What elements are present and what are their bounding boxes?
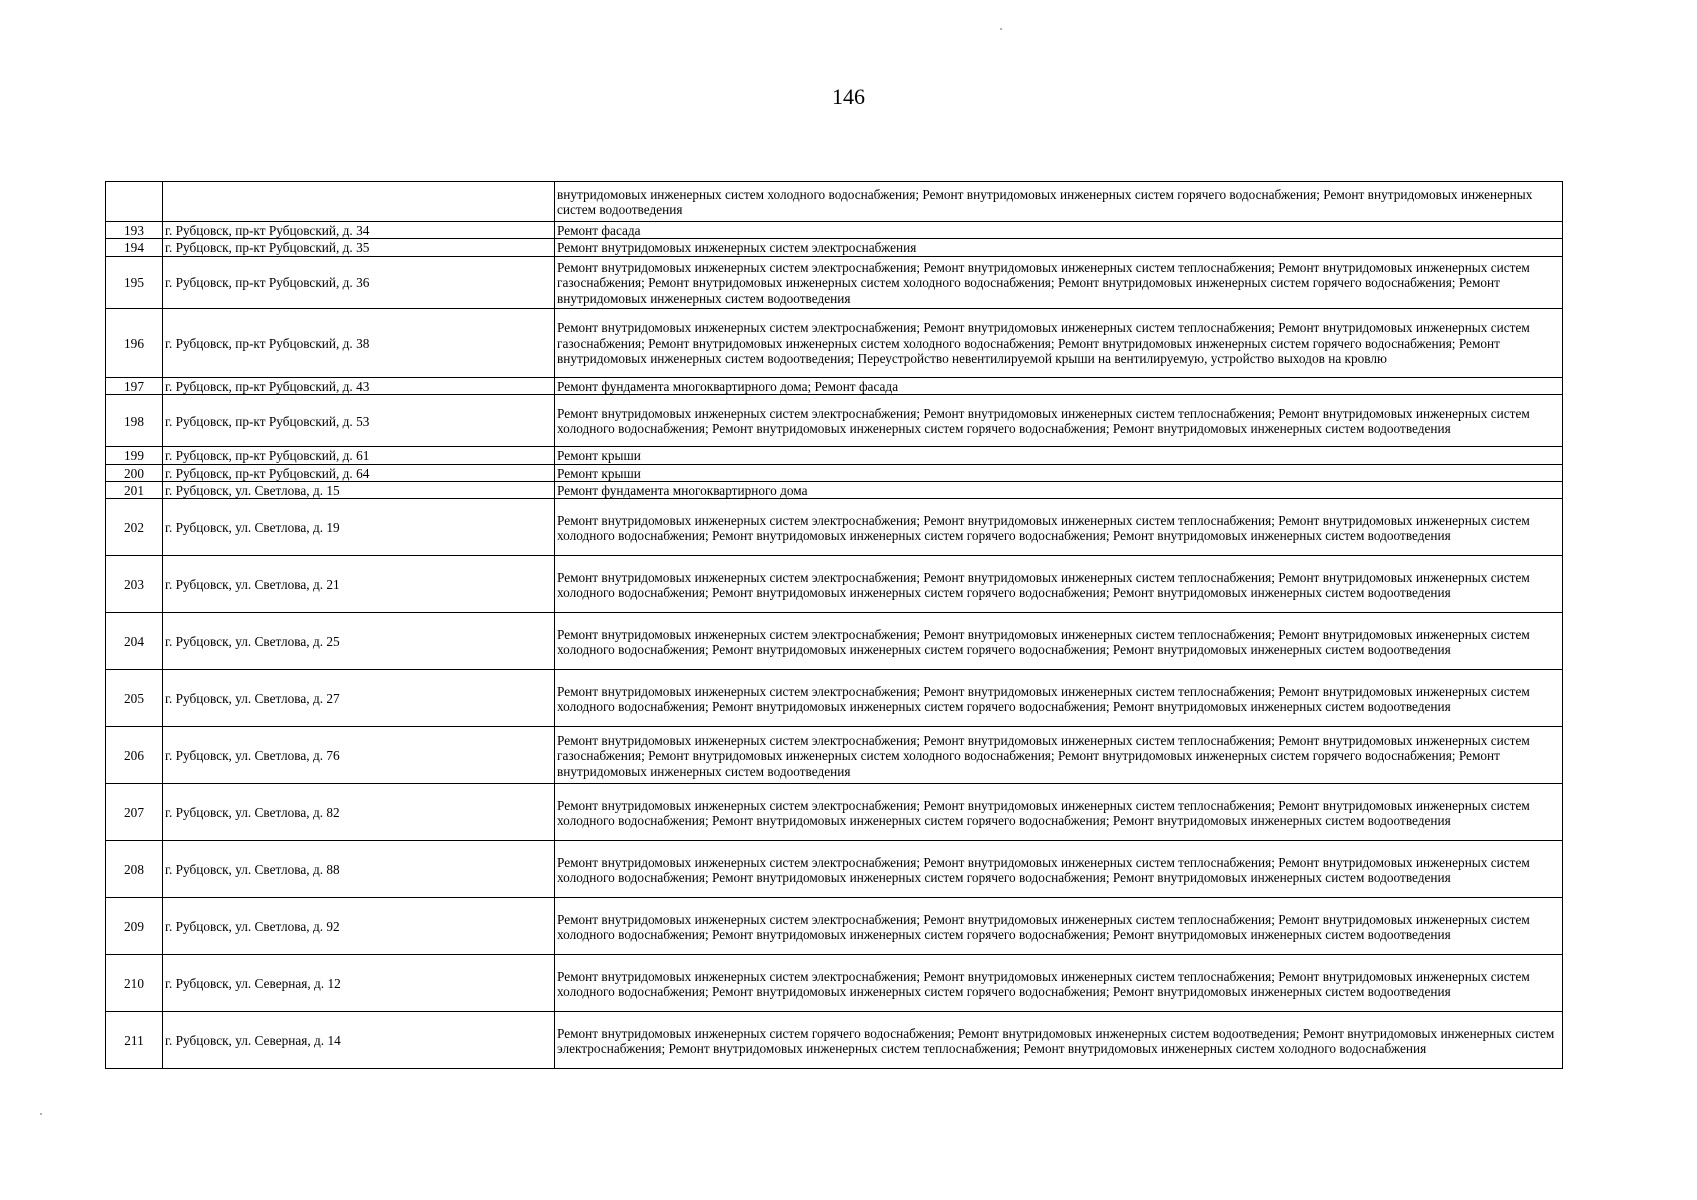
scan-speck (40, 1113, 42, 1115)
row-works: Ремонт внутридомовых инженерных систем электроснабжения; Ремонт внутридомовых инженерных систем теплоснабжения; Ремонт внутридомовых инженерных систем холодного водоснабжения; Ремонт внутридомовых инженерных систем горячего водоснабжения; Ремонт внутридомовых инженерных систем водоотведения (555, 955, 1563, 1012)
row-works: внутридомовых инженерных систем холодного водоснабжения; Ремонт внутридомовых инженерных систем горячего водоснабжения; Ремонт внутридомовых инженерных систем водоотведения (555, 182, 1563, 222)
table-row (106, 182, 1563, 222)
row-works: Ремонт крыши (555, 464, 1563, 481)
row-address: г. Рубцовск, ул. Светлова, д. 27 (163, 670, 555, 727)
table-row (106, 256, 1563, 308)
row-number: 195 (106, 256, 163, 308)
row-address: г. Рубцовск, ул. Светлова, д. 25 (163, 613, 555, 670)
row-number: 206 (106, 727, 163, 784)
row-address: г. Рубцовск, пр-кт Рубцовский, д. 61 (163, 447, 555, 464)
table-row (106, 556, 1563, 613)
page-number: 146 (832, 84, 865, 109)
row-address: г. Рубцовск, ул. Северная, д. 14 (163, 1012, 555, 1069)
row-address: г. Рубцовск, пр-кт Рубцовский, д. 35 (163, 239, 555, 256)
row-address: г. Рубцовск, ул. Светлова, д. 15 (163, 482, 555, 499)
table-row (106, 482, 1563, 499)
row-number: 201 (106, 482, 163, 499)
row-address: г. Рубцовск, пр-кт Рубцовский, д. 43 (163, 377, 555, 394)
row-address: г. Рубцовск, пр-кт Рубцовский, д. 34 (163, 222, 555, 239)
table-row (106, 395, 1563, 447)
row-number: 202 (106, 499, 163, 556)
row-number: 211 (106, 1012, 163, 1069)
table-row (106, 898, 1563, 955)
row-address: г. Рубцовск, пр-кт Рубцовский, д. 53 (163, 395, 555, 447)
row-works: Ремонт внутридомовых инженерных систем электроснабжения; Ремонт внутридомовых инженерных систем теплоснабжения; Ремонт внутридомовых инженерных систем газоснабжения; Ремонт внутридомовых инженерных систем холодного водоснабжения; Ремонт внутридомовых инженерных систем горячего водоснабжения; Ремонт внутридомовых инженерных систем водоотведения (555, 256, 1563, 308)
row-number: 204 (106, 613, 163, 670)
repair-works-table (105, 181, 1563, 1069)
table-row (106, 308, 1563, 377)
row-number: 194 (106, 239, 163, 256)
row-address: г. Рубцовск, ул. Светлова, д. 76 (163, 727, 555, 784)
table-body (106, 182, 1563, 1069)
row-address: г. Рубцовск, ул. Светлова, д. 19 (163, 499, 555, 556)
row-number (106, 182, 163, 222)
table-row (106, 377, 1563, 394)
row-works: Ремонт внутридомовых инженерных систем электроснабжения; Ремонт внутридомовых инженерных систем теплоснабжения; Ремонт внутридомовых инженерных систем холодного водоснабжения; Ремонт внутридомовых инженерных систем горячего водоснабжения; Ремонт внутридомовых инженерных систем водоотведения (555, 670, 1563, 727)
row-works: Ремонт внутридомовых инженерных систем электроснабжения; Ремонт внутридомовых инженерных систем теплоснабжения; Ремонт внутридомовых инженерных систем холодного водоснабжения; Ремонт внутридомовых инженерных систем горячего водоснабжения; Ремонт внутридомовых инженерных систем водоотведения (555, 898, 1563, 955)
row-works: Ремонт внутридомовых инженерных систем электроснабжения (555, 239, 1563, 256)
table-row (106, 222, 1563, 239)
row-number: 198 (106, 395, 163, 447)
row-number: 209 (106, 898, 163, 955)
row-number: 207 (106, 784, 163, 841)
table-row (106, 727, 1563, 784)
row-number: 208 (106, 841, 163, 898)
row-number: 196 (106, 308, 163, 377)
row-address: г. Рубцовск, ул. Северная, д. 12 (163, 955, 555, 1012)
row-address: г. Рубцовск, пр-кт Рубцовский, д. 38 (163, 308, 555, 377)
table-row (106, 239, 1563, 256)
row-works: Ремонт внутридомовых инженерных систем электроснабжения; Ремонт внутридомовых инженерных систем теплоснабжения; Ремонт внутридомовых инженерных систем холодного водоснабжения; Ремонт внутридомовых инженерных систем горячего водоснабжения; Ремонт внутридомовых инженерных систем водоотведения (555, 841, 1563, 898)
table-row (106, 613, 1563, 670)
scan-speck (1000, 28, 1002, 30)
table-row (106, 499, 1563, 556)
table-row (106, 464, 1563, 481)
row-number: 203 (106, 556, 163, 613)
row-works: Ремонт внутридомовых инженерных систем электроснабжения; Ремонт внутридомовых инженерных систем теплоснабжения; Ремонт внутридомовых инженерных систем холодного водоснабжения; Ремонт внутридомовых инженерных систем горячего водоснабжения; Ремонт внутридомовых инженерных систем водоотведения (555, 556, 1563, 613)
row-address: г. Рубцовск, пр-кт Рубцовский, д. 64 (163, 464, 555, 481)
row-works: Ремонт крыши (555, 447, 1563, 464)
table-row (106, 670, 1563, 727)
row-works: Ремонт внутридомовых инженерных систем электроснабжения; Ремонт внутридомовых инженерных систем теплоснабжения; Ремонт внутридомовых инженерных систем газоснабжения; Ремонт внутридомовых инженерных систем холодного водоснабжения; Ремонт внутридомовых инженерных систем горячего водоснабжения; Ремонт внутридомовых инженерных систем водоотведения (555, 727, 1563, 784)
row-address: г. Рубцовск, ул. Светлова, д. 21 (163, 556, 555, 613)
table-row (106, 447, 1563, 464)
row-works: Ремонт внутридомовых инженерных систем электроснабжения; Ремонт внутридомовых инженерных систем теплоснабжения; Ремонт внутридомовых инженерных систем газоснабжения; Ремонт внутридомовых инженерных систем холодного водоснабжения; Ремонт внутридомовых инженерных систем горячего водоснабжения; Ремонт внутридомовых инженерных систем водоотведения; Переустройство невентилируемой крыши на вентилируемую, устройство выходов на кровлю (555, 308, 1563, 377)
row-number: 205 (106, 670, 163, 727)
row-number: 210 (106, 955, 163, 1012)
row-address: г. Рубцовск, ул. Светлова, д. 92 (163, 898, 555, 955)
row-address (163, 182, 555, 222)
row-number: 200 (106, 464, 163, 481)
row-works: Ремонт фундамента многоквартирного дома (555, 482, 1563, 499)
table-row (106, 1012, 1563, 1069)
row-address: г. Рубцовск, пр-кт Рубцовский, д. 36 (163, 256, 555, 308)
row-number: 193 (106, 222, 163, 239)
table-row (106, 784, 1563, 841)
row-address: г. Рубцовск, ул. Светлова, д. 82 (163, 784, 555, 841)
row-works: Ремонт внутридомовых инженерных систем электроснабжения; Ремонт внутридомовых инженерных систем теплоснабжения; Ремонт внутридомовых инженерных систем холодного водоснабжения; Ремонт внутридомовых инженерных систем горячего водоснабжения; Ремонт внутридомовых инженерных систем водоотведения (555, 613, 1563, 670)
table-row (106, 955, 1563, 1012)
row-address: г. Рубцовск, ул. Светлова, д. 88 (163, 841, 555, 898)
row-number: 199 (106, 447, 163, 464)
row-works: Ремонт внутридомовых инженерных систем электроснабжения; Ремонт внутридомовых инженерных систем теплоснабжения; Ремонт внутридомовых инженерных систем холодного водоснабжения; Ремонт внутридомовых инженерных систем горячего водоснабжения; Ремонт внутридомовых инженерных систем водоотведения (555, 395, 1563, 447)
row-works: Ремонт внутридомовых инженерных систем электроснабжения; Ремонт внутридомовых инженерных систем теплоснабжения; Ремонт внутридомовых инженерных систем холодного водоснабжения; Ремонт внутридомовых инженерных систем горячего водоснабжения; Ремонт внутридомовых инженерных систем водоотведения (555, 784, 1563, 841)
table-row (106, 841, 1563, 898)
row-works: Ремонт фасада (555, 222, 1563, 239)
row-works: Ремонт внутридомовых инженерных систем горячего водоснабжения; Ремонт внутридомовых инженерных систем водоотведения; Ремонт внутридомовых инженерных систем электроснабжения; Ремонт внутридомовых инженерных систем теплоснабжения; Ремонт внутридомовых инженерных систем холодного водоснабжения (555, 1012, 1563, 1069)
row-number: 197 (106, 377, 163, 394)
row-works: Ремонт внутридомовых инженерных систем электроснабжения; Ремонт внутридомовых инженерных систем теплоснабжения; Ремонт внутридомовых инженерных систем холодного водоснабжения; Ремонт внутридомовых инженерных систем горячего водоснабжения; Ремонт внутридомовых инженерных систем водоотведения (555, 499, 1563, 556)
row-works: Ремонт фундамента многоквартирного дома; Ремонт фасада (555, 377, 1563, 394)
